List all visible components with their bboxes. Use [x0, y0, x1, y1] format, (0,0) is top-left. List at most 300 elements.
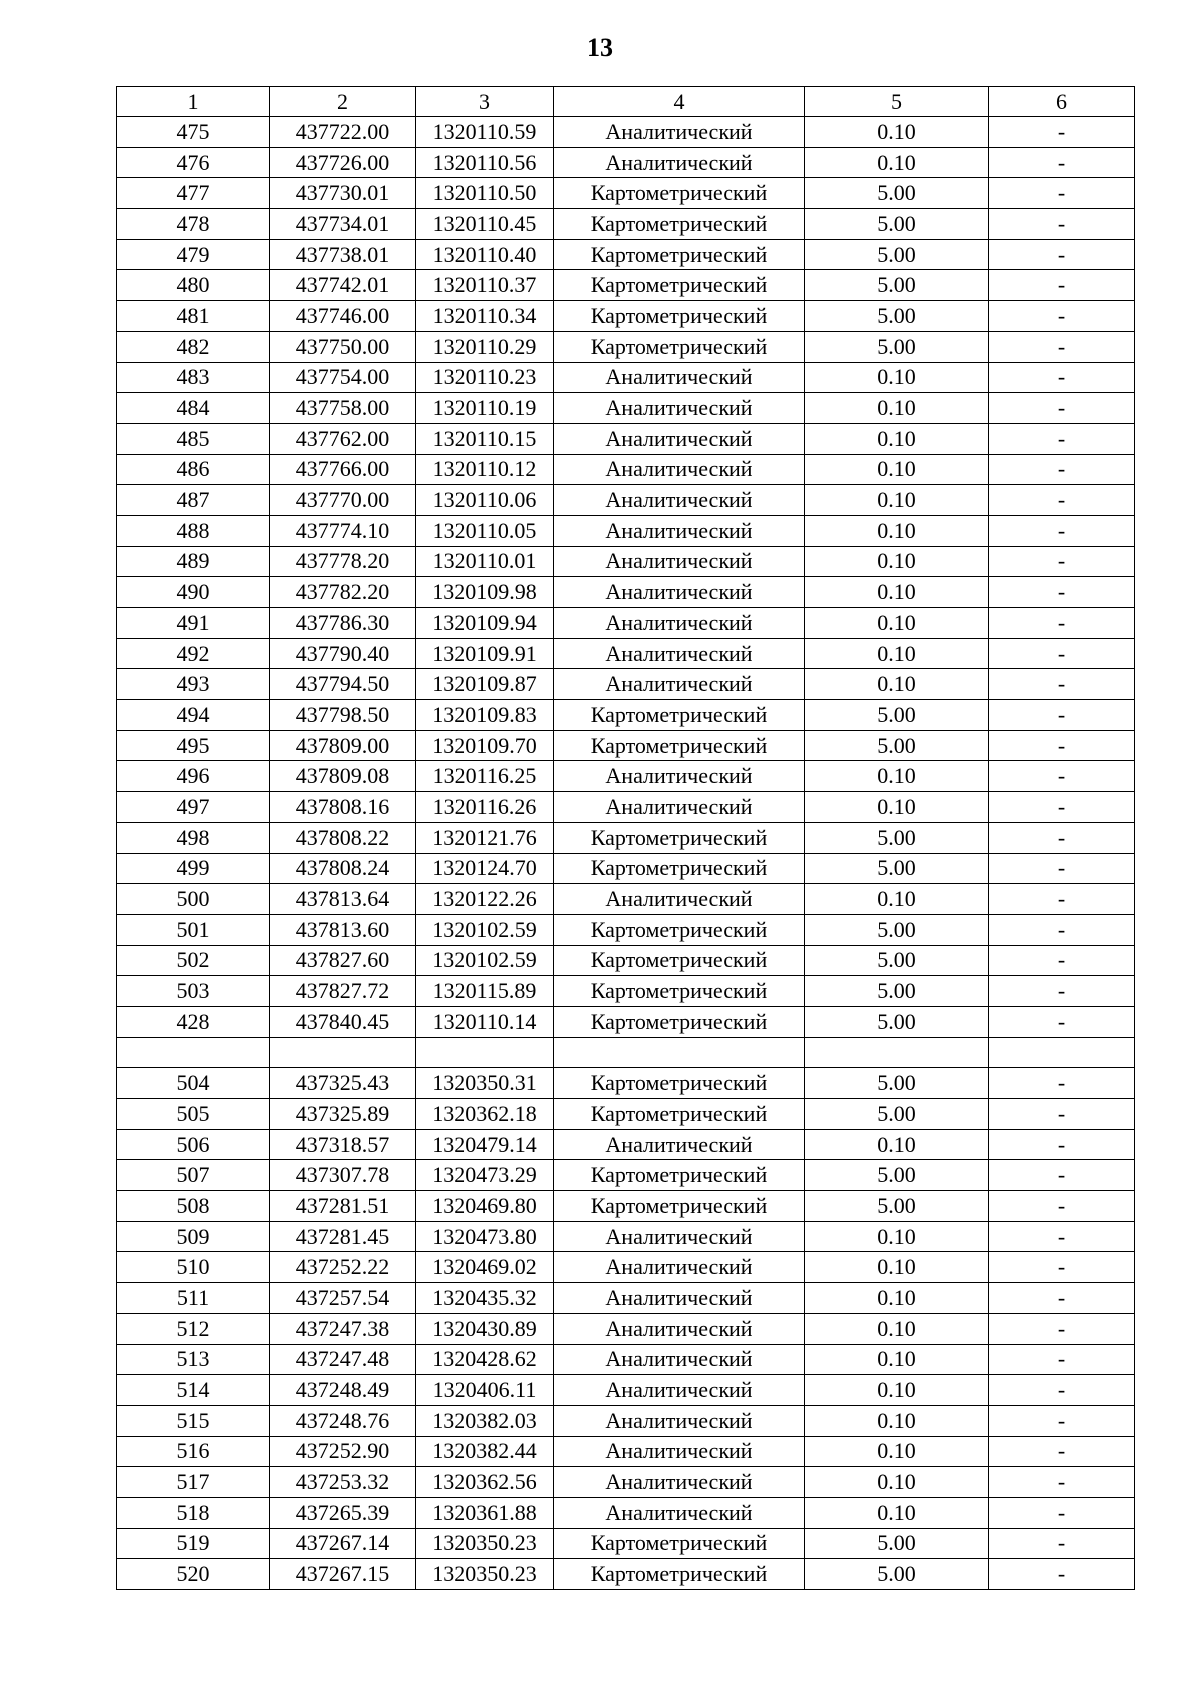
point-number-cell: 490	[117, 577, 270, 608]
point-number-cell: 480	[117, 270, 270, 301]
accuracy-cell: 5.00	[805, 301, 989, 332]
x-coordinate-cell: 437318.57	[270, 1129, 416, 1160]
point-number-cell: 511	[117, 1283, 270, 1314]
method-cell	[554, 1037, 805, 1068]
table-row	[117, 976, 1135, 1007]
note-cell: -	[989, 638, 1135, 669]
note-cell: -	[989, 1099, 1135, 1130]
point-number-cell: 498	[117, 822, 270, 853]
table-row	[117, 1191, 1135, 1222]
point-number-cell: 513	[117, 1344, 270, 1375]
method-cell: Картометрический	[554, 914, 805, 945]
table-row	[117, 1467, 1135, 1498]
point-number-cell: 518	[117, 1497, 270, 1528]
accuracy-cell: 0.10	[805, 1436, 989, 1467]
accuracy-cell: 5.00	[805, 914, 989, 945]
table-row	[117, 1252, 1135, 1283]
accuracy-cell: 0.10	[805, 454, 989, 485]
header-cell: 5	[805, 87, 989, 117]
accuracy-cell: 0.10	[805, 669, 989, 700]
x-coordinate-cell: 437742.01	[270, 270, 416, 301]
x-coordinate-cell: 437253.32	[270, 1467, 416, 1498]
note-cell: -	[989, 331, 1135, 362]
accuracy-cell: 0.10	[805, 546, 989, 577]
method-cell: Аналитический	[554, 485, 805, 516]
accuracy-cell	[805, 1037, 989, 1068]
method-cell: Картометрический	[554, 853, 805, 884]
note-cell: -	[989, 1006, 1135, 1037]
header-cell: 6	[989, 87, 1135, 117]
table-row	[117, 1344, 1135, 1375]
note-cell: -	[989, 1528, 1135, 1559]
note-cell: -	[989, 700, 1135, 731]
accuracy-cell: 5.00	[805, 1068, 989, 1099]
y-coordinate-cell: 1320102.59	[416, 914, 554, 945]
note-cell: -	[989, 1252, 1135, 1283]
method-cell: Аналитический	[554, 1467, 805, 1498]
x-coordinate-cell: 437770.00	[270, 485, 416, 516]
note-cell: -	[989, 515, 1135, 546]
point-number-cell: 516	[117, 1436, 270, 1467]
method-cell: Аналитический	[554, 1497, 805, 1528]
y-coordinate-cell: 1320428.62	[416, 1344, 554, 1375]
point-number-cell: 495	[117, 730, 270, 761]
table-row	[117, 1528, 1135, 1559]
accuracy-cell: 0.10	[805, 638, 989, 669]
method-cell: Картометрический	[554, 700, 805, 731]
method-cell: Аналитический	[554, 1344, 805, 1375]
y-coordinate-cell: 1320350.23	[416, 1559, 554, 1590]
accuracy-cell: 0.10	[805, 1283, 989, 1314]
y-coordinate-cell: 1320124.70	[416, 853, 554, 884]
table-row	[117, 515, 1135, 546]
accuracy-cell: 5.00	[805, 1528, 989, 1559]
table-row	[117, 209, 1135, 240]
method-cell: Картометрический	[554, 1559, 805, 1590]
coordinates-table	[116, 86, 1135, 1590]
accuracy-cell: 0.10	[805, 577, 989, 608]
header-cell: 1	[117, 87, 270, 117]
accuracy-cell: 5.00	[805, 1006, 989, 1037]
note-cell: -	[989, 239, 1135, 270]
x-coordinate-cell: 437762.00	[270, 423, 416, 454]
point-number-cell: 486	[117, 454, 270, 485]
note-cell: -	[989, 1497, 1135, 1528]
x-coordinate-cell: 437267.14	[270, 1528, 416, 1559]
table-row	[117, 761, 1135, 792]
x-coordinate-cell: 437247.38	[270, 1313, 416, 1344]
note-cell: -	[989, 884, 1135, 915]
note-cell: -	[989, 454, 1135, 485]
point-number-cell: 476	[117, 147, 270, 178]
method-cell: Аналитический	[554, 1313, 805, 1344]
table-row	[117, 301, 1135, 332]
note-cell: -	[989, 209, 1135, 240]
note-cell: -	[989, 669, 1135, 700]
y-coordinate-cell: 1320110.14	[416, 1006, 554, 1037]
method-cell: Картометрический	[554, 209, 805, 240]
point-number-cell: 508	[117, 1191, 270, 1222]
point-number-cell: 475	[117, 117, 270, 148]
header-cell: 4	[554, 87, 805, 117]
y-coordinate-cell: 1320110.23	[416, 362, 554, 393]
x-coordinate-cell: 437798.50	[270, 700, 416, 731]
note-cell	[989, 1037, 1135, 1068]
y-coordinate-cell: 1320109.91	[416, 638, 554, 669]
y-coordinate-cell: 1320361.88	[416, 1497, 554, 1528]
accuracy-cell: 0.10	[805, 1405, 989, 1436]
table-row	[117, 1497, 1135, 1528]
y-coordinate-cell: 1320109.98	[416, 577, 554, 608]
method-cell: Аналитический	[554, 393, 805, 424]
point-number-cell: 506	[117, 1129, 270, 1160]
x-coordinate-cell: 437265.39	[270, 1497, 416, 1528]
point-number-cell: 483	[117, 362, 270, 393]
note-cell: -	[989, 1129, 1135, 1160]
x-coordinate-cell: 437722.00	[270, 117, 416, 148]
y-coordinate-cell: 1320110.59	[416, 117, 554, 148]
accuracy-cell: 5.00	[805, 178, 989, 209]
note-cell: -	[989, 577, 1135, 608]
method-cell: Аналитический	[554, 515, 805, 546]
method-cell: Аналитический	[554, 577, 805, 608]
accuracy-cell: 5.00	[805, 1559, 989, 1590]
note-cell: -	[989, 1405, 1135, 1436]
accuracy-cell: 0.10	[805, 423, 989, 454]
table-row	[117, 270, 1135, 301]
method-cell: Картометрический	[554, 301, 805, 332]
method-cell: Аналитический	[554, 608, 805, 639]
method-cell: Аналитический	[554, 454, 805, 485]
method-cell: Картометрический	[554, 976, 805, 1007]
table-row	[117, 1221, 1135, 1252]
point-number-cell: 500	[117, 884, 270, 915]
note-cell: -	[989, 792, 1135, 823]
x-coordinate-cell: 437281.45	[270, 1221, 416, 1252]
y-coordinate-cell: 1320350.31	[416, 1068, 554, 1099]
point-number-cell: 520	[117, 1559, 270, 1590]
method-cell: Картометрический	[554, 178, 805, 209]
header-cell: 2	[270, 87, 416, 117]
accuracy-cell: 0.10	[805, 1313, 989, 1344]
y-coordinate-cell: 1320110.40	[416, 239, 554, 270]
note-cell: -	[989, 178, 1135, 209]
note-cell: -	[989, 1375, 1135, 1406]
method-cell: Аналитический	[554, 1436, 805, 1467]
x-coordinate-cell: 437730.01	[270, 178, 416, 209]
point-number-cell: 491	[117, 608, 270, 639]
y-coordinate-cell: 1320110.37	[416, 270, 554, 301]
table-row	[117, 331, 1135, 362]
table-row	[117, 945, 1135, 976]
y-coordinate-cell: 1320110.29	[416, 331, 554, 362]
accuracy-cell: 5.00	[805, 730, 989, 761]
table-row	[117, 669, 1135, 700]
y-coordinate-cell: 1320109.70	[416, 730, 554, 761]
note-cell: -	[989, 1283, 1135, 1314]
method-cell: Картометрический	[554, 945, 805, 976]
point-number-cell: 515	[117, 1405, 270, 1436]
point-number-cell: 504	[117, 1068, 270, 1099]
table-row	[117, 393, 1135, 424]
table-header-row	[117, 87, 1135, 117]
point-number-cell: 488	[117, 515, 270, 546]
accuracy-cell: 5.00	[805, 853, 989, 884]
point-number-cell: 493	[117, 669, 270, 700]
accuracy-cell: 0.10	[805, 147, 989, 178]
x-coordinate-cell: 437257.54	[270, 1283, 416, 1314]
x-coordinate-cell: 437809.08	[270, 761, 416, 792]
table-row	[117, 147, 1135, 178]
y-coordinate-cell: 1320435.32	[416, 1283, 554, 1314]
point-number-cell: 479	[117, 239, 270, 270]
method-cell: Аналитический	[554, 1405, 805, 1436]
method-cell: Аналитический	[554, 362, 805, 393]
accuracy-cell: 0.10	[805, 1497, 989, 1528]
table-row	[117, 914, 1135, 945]
point-number-cell	[117, 1037, 270, 1068]
accuracy-cell: 5.00	[805, 822, 989, 853]
table-row	[117, 239, 1135, 270]
table-row	[117, 792, 1135, 823]
x-coordinate-cell	[270, 1037, 416, 1068]
page-number: 13	[587, 33, 613, 62]
note-cell: -	[989, 117, 1135, 148]
x-coordinate-cell: 437774.10	[270, 515, 416, 546]
y-coordinate-cell: 1320121.76	[416, 822, 554, 853]
table-row	[117, 1160, 1135, 1191]
point-number-cell: 487	[117, 485, 270, 516]
y-coordinate-cell: 1320110.34	[416, 301, 554, 332]
point-number-cell: 492	[117, 638, 270, 669]
x-coordinate-cell: 437754.00	[270, 362, 416, 393]
table-row	[117, 700, 1135, 731]
point-number-cell: 478	[117, 209, 270, 240]
method-cell: Картометрический	[554, 1160, 805, 1191]
point-number-cell: 496	[117, 761, 270, 792]
table-row	[117, 178, 1135, 209]
method-cell: Аналитический	[554, 1221, 805, 1252]
x-coordinate-cell: 437247.48	[270, 1344, 416, 1375]
y-coordinate-cell: 1320110.05	[416, 515, 554, 546]
x-coordinate-cell: 437325.43	[270, 1068, 416, 1099]
accuracy-cell: 5.00	[805, 1160, 989, 1191]
note-cell: -	[989, 1559, 1135, 1590]
x-coordinate-cell: 437325.89	[270, 1099, 416, 1130]
y-coordinate-cell: 1320473.80	[416, 1221, 554, 1252]
point-number-cell: 497	[117, 792, 270, 823]
accuracy-cell: 0.10	[805, 1221, 989, 1252]
point-number-cell: 477	[117, 178, 270, 209]
accuracy-cell: 5.00	[805, 700, 989, 731]
accuracy-cell: 0.10	[805, 1129, 989, 1160]
y-coordinate-cell: 1320469.02	[416, 1252, 554, 1283]
accuracy-cell: 0.10	[805, 485, 989, 516]
x-coordinate-cell: 437252.90	[270, 1436, 416, 1467]
note-cell: -	[989, 393, 1135, 424]
point-number-cell: 507	[117, 1160, 270, 1191]
note-cell: -	[989, 362, 1135, 393]
x-coordinate-cell: 437252.22	[270, 1252, 416, 1283]
x-coordinate-cell: 437813.64	[270, 884, 416, 915]
table-row	[117, 485, 1135, 516]
accuracy-cell: 0.10	[805, 1252, 989, 1283]
point-number-cell: 517	[117, 1467, 270, 1498]
y-coordinate-cell: 1320110.45	[416, 209, 554, 240]
y-coordinate-cell: 1320382.03	[416, 1405, 554, 1436]
note-cell: -	[989, 853, 1135, 884]
y-coordinate-cell: 1320109.94	[416, 608, 554, 639]
method-cell: Аналитический	[554, 761, 805, 792]
accuracy-cell: 0.10	[805, 792, 989, 823]
x-coordinate-cell: 437809.00	[270, 730, 416, 761]
x-coordinate-cell: 437267.15	[270, 1559, 416, 1590]
accuracy-cell: 5.00	[805, 1099, 989, 1130]
method-cell: Картометрический	[554, 1006, 805, 1037]
point-number-cell: 519	[117, 1528, 270, 1559]
accuracy-cell: 0.10	[805, 608, 989, 639]
point-number-cell: 505	[117, 1099, 270, 1130]
method-cell: Картометрический	[554, 1068, 805, 1099]
accuracy-cell: 0.10	[805, 1375, 989, 1406]
x-coordinate-cell: 437734.01	[270, 209, 416, 240]
accuracy-cell: 5.00	[805, 209, 989, 240]
table-row	[117, 362, 1135, 393]
x-coordinate-cell: 437808.22	[270, 822, 416, 853]
method-cell: Картометрический	[554, 1191, 805, 1222]
accuracy-cell: 0.10	[805, 515, 989, 546]
y-coordinate-cell: 1320109.87	[416, 669, 554, 700]
y-coordinate-cell: 1320362.18	[416, 1099, 554, 1130]
method-cell: Аналитический	[554, 1252, 805, 1283]
table-row	[117, 822, 1135, 853]
y-coordinate-cell: 1320469.80	[416, 1191, 554, 1222]
accuracy-cell: 5.00	[805, 331, 989, 362]
x-coordinate-cell: 437758.00	[270, 393, 416, 424]
note-cell: -	[989, 730, 1135, 761]
table-body	[117, 87, 1135, 1590]
note-cell: -	[989, 1221, 1135, 1252]
y-coordinate-cell: 1320110.01	[416, 546, 554, 577]
note-cell: -	[989, 485, 1135, 516]
method-cell: Аналитический	[554, 117, 805, 148]
x-coordinate-cell: 437827.72	[270, 976, 416, 1007]
note-cell: -	[989, 976, 1135, 1007]
method-cell: Картометрический	[554, 239, 805, 270]
method-cell: Картометрический	[554, 270, 805, 301]
note-cell: -	[989, 608, 1135, 639]
x-coordinate-cell: 437248.76	[270, 1405, 416, 1436]
y-coordinate-cell: 1320110.12	[416, 454, 554, 485]
note-cell: -	[989, 1436, 1135, 1467]
x-coordinate-cell: 437840.45	[270, 1006, 416, 1037]
method-cell: Аналитический	[554, 147, 805, 178]
point-number-cell: 485	[117, 423, 270, 454]
y-coordinate-cell: 1320382.44	[416, 1436, 554, 1467]
table-row	[117, 1375, 1135, 1406]
x-coordinate-cell: 437778.20	[270, 546, 416, 577]
table-row	[117, 1436, 1135, 1467]
y-coordinate-cell: 1320116.25	[416, 761, 554, 792]
note-cell: -	[989, 1191, 1135, 1222]
accuracy-cell: 0.10	[805, 884, 989, 915]
method-cell: Картометрический	[554, 730, 805, 761]
x-coordinate-cell: 437782.20	[270, 577, 416, 608]
x-coordinate-cell: 437794.50	[270, 669, 416, 700]
note-cell: -	[989, 301, 1135, 332]
point-number-cell: 503	[117, 976, 270, 1007]
point-number-cell: 512	[117, 1313, 270, 1344]
y-coordinate-cell	[416, 1037, 554, 1068]
table-row	[117, 638, 1135, 669]
x-coordinate-cell: 437726.00	[270, 147, 416, 178]
point-number-cell: 489	[117, 546, 270, 577]
y-coordinate-cell: 1320110.50	[416, 178, 554, 209]
table-row	[117, 1068, 1135, 1099]
table-row	[117, 1283, 1135, 1314]
method-cell: Аналитический	[554, 792, 805, 823]
note-cell: -	[989, 1344, 1135, 1375]
note-cell: -	[989, 761, 1135, 792]
table-row	[117, 1313, 1135, 1344]
table-row	[117, 730, 1135, 761]
x-coordinate-cell: 437746.00	[270, 301, 416, 332]
point-number-cell: 514	[117, 1375, 270, 1406]
method-cell: Аналитический	[554, 1375, 805, 1406]
point-number-cell: 509	[117, 1221, 270, 1252]
note-cell: -	[989, 1068, 1135, 1099]
accuracy-cell: 0.10	[805, 117, 989, 148]
x-coordinate-cell: 437281.51	[270, 1191, 416, 1222]
method-cell: Картометрический	[554, 331, 805, 362]
x-coordinate-cell: 437307.78	[270, 1160, 416, 1191]
point-number-cell: 484	[117, 393, 270, 424]
table-row	[117, 423, 1135, 454]
table-row	[117, 1099, 1135, 1130]
accuracy-cell: 5.00	[805, 270, 989, 301]
table-row	[117, 1006, 1135, 1037]
method-cell: Аналитический	[554, 669, 805, 700]
method-cell: Картометрический	[554, 1099, 805, 1130]
x-coordinate-cell: 437790.40	[270, 638, 416, 669]
header-cell: 3	[416, 87, 554, 117]
note-cell: -	[989, 147, 1135, 178]
y-coordinate-cell: 1320406.11	[416, 1375, 554, 1406]
table-row	[117, 577, 1135, 608]
table-row	[117, 546, 1135, 577]
point-number-cell: 494	[117, 700, 270, 731]
note-cell: -	[989, 546, 1135, 577]
y-coordinate-cell: 1320110.19	[416, 393, 554, 424]
note-cell: -	[989, 1313, 1135, 1344]
table-row	[117, 1405, 1135, 1436]
method-cell: Аналитический	[554, 546, 805, 577]
y-coordinate-cell: 1320110.15	[416, 423, 554, 454]
table-row	[117, 884, 1135, 915]
accuracy-cell: 5.00	[805, 976, 989, 1007]
y-coordinate-cell: 1320350.23	[416, 1528, 554, 1559]
table-row	[117, 117, 1135, 148]
note-cell: -	[989, 914, 1135, 945]
x-coordinate-cell: 437766.00	[270, 454, 416, 485]
accuracy-cell: 0.10	[805, 761, 989, 792]
method-cell: Аналитический	[554, 1283, 805, 1314]
note-cell: -	[989, 822, 1135, 853]
point-number-cell: 502	[117, 945, 270, 976]
note-cell: -	[989, 423, 1135, 454]
x-coordinate-cell: 437738.01	[270, 239, 416, 270]
accuracy-cell: 5.00	[805, 1191, 989, 1222]
